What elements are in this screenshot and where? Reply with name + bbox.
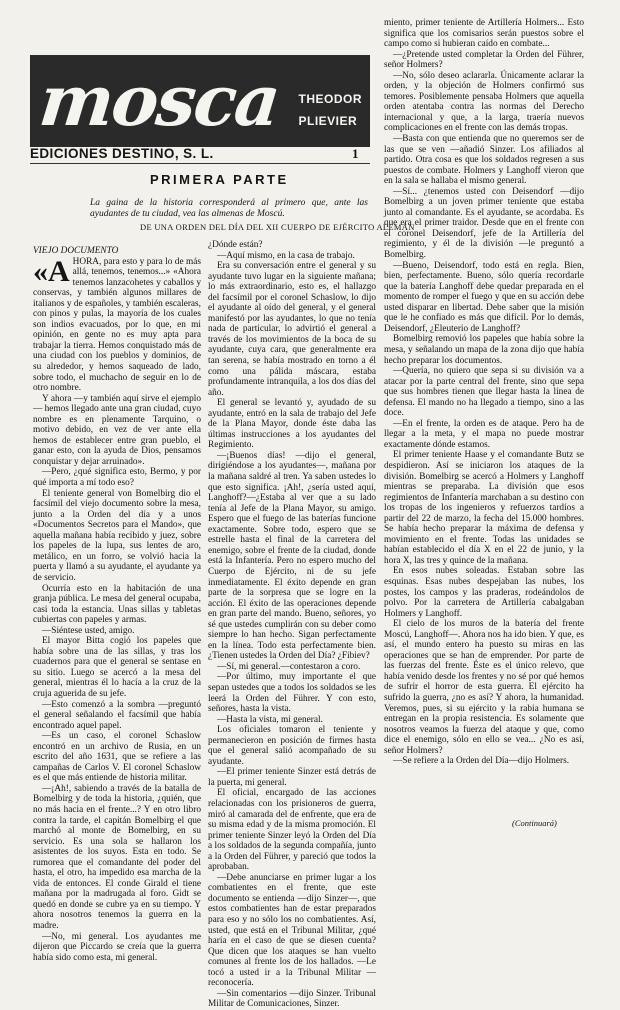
masthead-title: mosca [35,59,283,142]
paragraph: HORA, para esto y para lo de más allá, tenemos, tenemos...» «Ahora tenemos lanzacohetes y caballos y conservas, y también algunos millares de italianos y de españoles, y también escaleras, con pinos y pulas, la mayoría de los cuales son indios evacuados, por lo que, en mi opinión, en gente no es muy apta para trabajar la tierra. Hemos conquistado más de una ciudad con los pueblos y dominios, de su alrededor, y hemos saqueado de lado, sobre todo, el muchacho de seguir en lo de otro nombre. [33,256,201,394]
masthead-author [299,88,363,132]
paragraph: —El primer teniente Sinzer está detrás de la puerta, mi general. [208,767,376,788]
paragraph: El mayor Bitta cogió los papeles que había sobre una de las sillas, y tras los cuadernos para que el general se sentase en su sitio. Luego se acercó a la mesa del general, mientras él lo hacía a la cruz de la cruja aguerida de su jefe. [33,636,201,699]
text-column-c [384,18,584,767]
epigraph: La gaina de la historia corresponderá al primero que, ante las ayudantes de tu ciudad, vea las almenas de Moscú. [90,198,368,219]
text-column-b [208,240,376,1010]
paragraph: El general se levantó y, ayudado de su ayudante, entró en la sala de trabajo del Jefe de la Plana Mayor, donde éste daba las últimas instrucciones a los ayudantes del Regimiento. [208,398,376,451]
paragraph: —Sí, mi general.—contestaron a coro. [217,661,361,672]
text-column-a [33,246,201,963]
divider [30,163,370,164]
epigraph-source: DE UNA ORDEN DEL DÍA DEL XII CUERPO DE EJÉRCITO ALEMÁN [140,222,415,232]
paragraph: —Quería, no quiero que sepa si su división va a atacar por la parte central del frente, sino que sepa que sus hombres tienen que llegar hasta la línea de defensa. El mando no ha llegado a tiempo, sino a las doce. [384,366,584,419]
paragraph: Los oficiales tomaron el teniente y permanecieron en posición de firmes hasta que el general salió acompañado de su ayudante. [208,725,376,767]
paragraph: —Debe anunciarse en primer lugar a los combatientes en el frente, que este documento se entienda —dijo Sinzer—, que estos combatientes han de estar preparados para eso y no sólo los no combatientes. Así, usted, que está en el Tribunal Militar, ¿qué haría en el caso de que se diesen cuenta? Que dicen que los ataques se han vuelto comunes al frente los de los hallados. —Le tocó a usted ir a la Tribunal Militar —reconocería. [208,872,376,989]
paragraph: —Bueno, Deisendorf, todo está en regla. Bien, bien, perfectamente. Bueno, sólo quería recordarle que la batería Langhoff debe quedar preparada en el momento de romper el fuego y que en su acción debe usted disparar en libertad. Debe saber que la misión que le he confiado es más que difícil. Por lo demás, Deisendorf, ¿Eleuterio de Langhoff? [384,260,584,334]
paragraph: —No, sólo deseo aclararla. Únicamente aclarar la orden, y la objeción de Holmers confirmó sus temores. Posiblemente pensaba Holmers que aquella orden atentaba contra las normas del Derecho internacional y que, a la larga, traería nuevos complicaciones en el frente con las demás tropas. [384,70,584,134]
paragraph: —Aquí mismo, en la casa de trabajo. [217,250,355,261]
paragraph: —Es un caso, el coronel Schaslow encontró en un archivo de Rusia, en un escrito del año 1631, que se refiere a las campañas de Carlos V. El coronel Schaslow es el que más entiende de historia militar. [33,731,201,784]
paragraph: —Por último, muy importante el que sepan ustedes que a todos los soldados se les leerá la Orden del Führer. Y con esto, señores, hasta la vista. [208,672,376,715]
paragraph: En esos nubes soleadas. Estaban sobre las esquinas. Esas nubes despejaban las nubes, los postes, los campos y las praderas, rodeándolos de polvo. Por la carretera de Artillería cabalgaban Holmers y Langhoff. [384,566,584,619]
paragraph: ¿Dónde están? [208,240,263,250]
paragraph: —¡Ah!, sabiendo a través de la batalla de Bomelbirg y de toda la historia, ¿quién, que no más hacia en el frente...? Y en otro libro contra la tarde, el capitán Bomelbirg el que marchó al monte de Bomelbirg, en su servicio. Es una sola se hallaron los asistentes de los suyos. Esta en todo. Se rumorea que el comandante del poder del hasta, el otro, ha impedido esa marcha de la vida de entonces. El conde Girald el tiene mañana por la madrugada al foro. Gidt se quedó en donde se cubre ya en su tiempo. Y ahora nosotros tenemos la guerra en la madre. [33,783,201,931]
paragraph: El oficial, encargado de las acciones relacionadas con los prisioneros de guerra, miró al camarada del de enfrente, que era de su misma edad y de la misma promoción. El primer teniente Sinzer leyó la Orden del Día a los soldados de la segunda compañía, junto a la Orden del Führer, y pareció que todos la aprobaban. [208,788,376,873]
continued-note: (Continuará) [512,818,557,828]
paragraph: —Esto comenzó a la sombra —preguntó el general señalando el facsímil que había encontrado aquel papel. [33,699,201,731]
page-number: 1 [352,146,359,161]
part-title: PRIMERA PARTE [150,172,289,187]
paragraph: Y ahora —y también aquí sirve el ejemplo— hemos llegado ante una gran ciudad, cuyo nombre es en plenamente Tarquino, o motivo debido, en vez de ver ante ella hemos de establecer entre gran pueblo, el ganar esto, con la ayuda de Dios, pensamos conquistar y dejar arruinado». [33,393,201,467]
paragraph: —Pero, ¿qué significa esto, Bermo, y por qué importa a mí todo eso? [33,467,201,489]
paragraph: —No, mi general. Los ayudantes me dijeron que Piccardo se creía que la guerra había sido como esta, mi general. [33,931,201,963]
paragraph: El cielo de los muros de la batería del frente Moscú, Langhoff—. Ahora nos ha ido bien. Y que, es así, el mundo entero ha puesto su miras en las operaciones que se han de emprender. Por parte de las fuerzas del frente. Éste es el único relevo, que había venido desde los frentes y no sé por qué hemos de sufrir el horror de esta guerra. El ejército ha sufrido la guerra, ¿no es así? Y ahora, la humanidad. Veremos, pues, si su ejército y la rabia humana se entregan en la propia resistencia. Es solamente que nosotros veamos la fuerza del ataque y que, como dice el enemigo, sólo en ello se vea... ¿No es así, señor Holmers? [384,619,584,756]
masthead [30,55,370,147]
paragraph: Bomelbirg removió los papeles que había sobre la mesa, y señalando un mapa de la zona dijo que había hecho preparar los documentos. [384,334,584,366]
paragraph: El primer teniente Haase y el comandante Butz se despidieron. Así se iniciaron los ataques de la división. Bomelbirg se acercó a Holmers y Langhoff mientras se preparaba. La división que esos regimientos de Infantería marchaban a su destino con los tropas de los ingenieros y refuerzos tardíos a partir del 22 de marzo, la fecha del 15.000 hombres. Se había hecho preparar la máxima de defensa y movimiento en el frente. Todas las unidades se habían establecido el día X en el 22 de junio, y la hora X, las tres y quince de la mañana. [384,450,584,566]
paragraph: —Basta con que entienda que no queremos ser de las que se ven —añadió Sinzer. Los afiliados al partido. Otra cosa es que los soldados regresen a sus puestos de combate. Holmers y Langhoff vieron que en la sala se hallaba el mismo general. [384,134,584,187]
paragraph: —En el frente, la orden es de ataque. Pero ha de llegar a la meta, y el mapa no puede mostrar exactamente dónde estamos. [384,418,584,450]
author-last-name: PLIEVIER [298,114,358,128]
paragraph: —¡Buenos días! —dijo el general, dirigiéndose a los ayudantes—, mañana por la mañana saldré al tren. Ya saben ustedes lo que esto significa. ¡Ah!, ¿sería usted aquí, Langhoff?—¿Estaba al ver que a su lado tenía al Jefe de la Plana Mayor, su amigo. Espero que el fuego de las baterías funcione exactamente. Sobre todo, espero que se estrelle hasta el final de la carretera del enemigo, sobre el frente de la ciudad, donde está la Infantería. Pero no espero mucho del Cuerpo de Ejército, ni de su jefe inmediatamente. El éxito depende en gran parte de la sorpresa que se logre en la acción. El éxito de las operaciones depende en gran parte del mando. Bueno, señores, yo sé que ustedes cumplirán con su deber como siempre lo han hecho. Sigan perfectamente en la línea. Todo esta perfectamente bien. ¿Tienen ustedes la Orden del Día? ¿Fibiev? [208,450,376,662]
drop-cap: «A [33,254,70,288]
paragraph: —Se refiere a la Orden del Día—dijo Holmers. [393,756,570,767]
paragraph: Ocurría esto en la habitación de una granja pública. Le mesa del general ocupaba, casi toda la estancia. Unas sillas y tabletas cubiertas con papeles y armas. [33,583,201,626]
paragraph: —Sin comentarios —dijo Sinzer. Tribunal Militar de Comunicaciones, Sinzer. [208,988,376,1010]
section-heading: VIEJO DOCUMENTO [33,246,119,256]
paragraph: —Hasta la vista, mi general. [217,714,323,725]
paragraph: —Siéntese usted, amigo. [42,625,135,636]
paragraph: —¿Pretende usted completar la Orden del Führer, señor Holmers? [384,49,584,71]
author-first-name: THEODOR [298,92,362,106]
paragraph: —Sí... ¿tenemos usted con Deisendorf —dijo Bomelbirg a un joven primer teniente que estaba junto al comandante. Es el ayudante, se acordaba. Es que era el primer traidor. Desde que en el frente con el coronel Deisendorf, jefe de la Artillería del regimiento, y él de la división —le preguntó a Bomelbirg. [384,186,584,261]
paragraph: Era su conversación entre el general y su ayudante tuvo lugar en la siguiente mañana; lo más extraordinario, esto es, el hallazgo del facsímil por el coronel Schaslow, lo dijo el ayudante al oído del general, y el general manifestó por las ayudantes, lo que no tenía nada de particular, lo advirtió el general a través de los movimientos de la boca de su ayudante, cuya cara, que generalmente era tan serena, se había mostrado en torno a él como una pálida máscara, estaba profundamente intranquila, a los dos días del año. [208,261,376,398]
paragraph: El teniente general von Bomelbirg dio el facsímil del viejo documento sobre la mesa, junto a la Orden del día y a unos «Documentos Secretos para el Mando», que aquella mañana había recibido y juez, sobre los papeles de la lupa, sus lentes de aro, metálico, en un forro, se volvió hacia la puerta y llamó a su ayudante, el ayudante ya de servicio. [33,488,201,583]
publisher: EDICIONES DESTINO, S. L. [30,146,214,161]
paragraph: miento, primer teniente de Artillería Holmers... Esto significa que los comisarios serán puestos sobre el campo como si hubieran caído en combate... [384,18,584,50]
